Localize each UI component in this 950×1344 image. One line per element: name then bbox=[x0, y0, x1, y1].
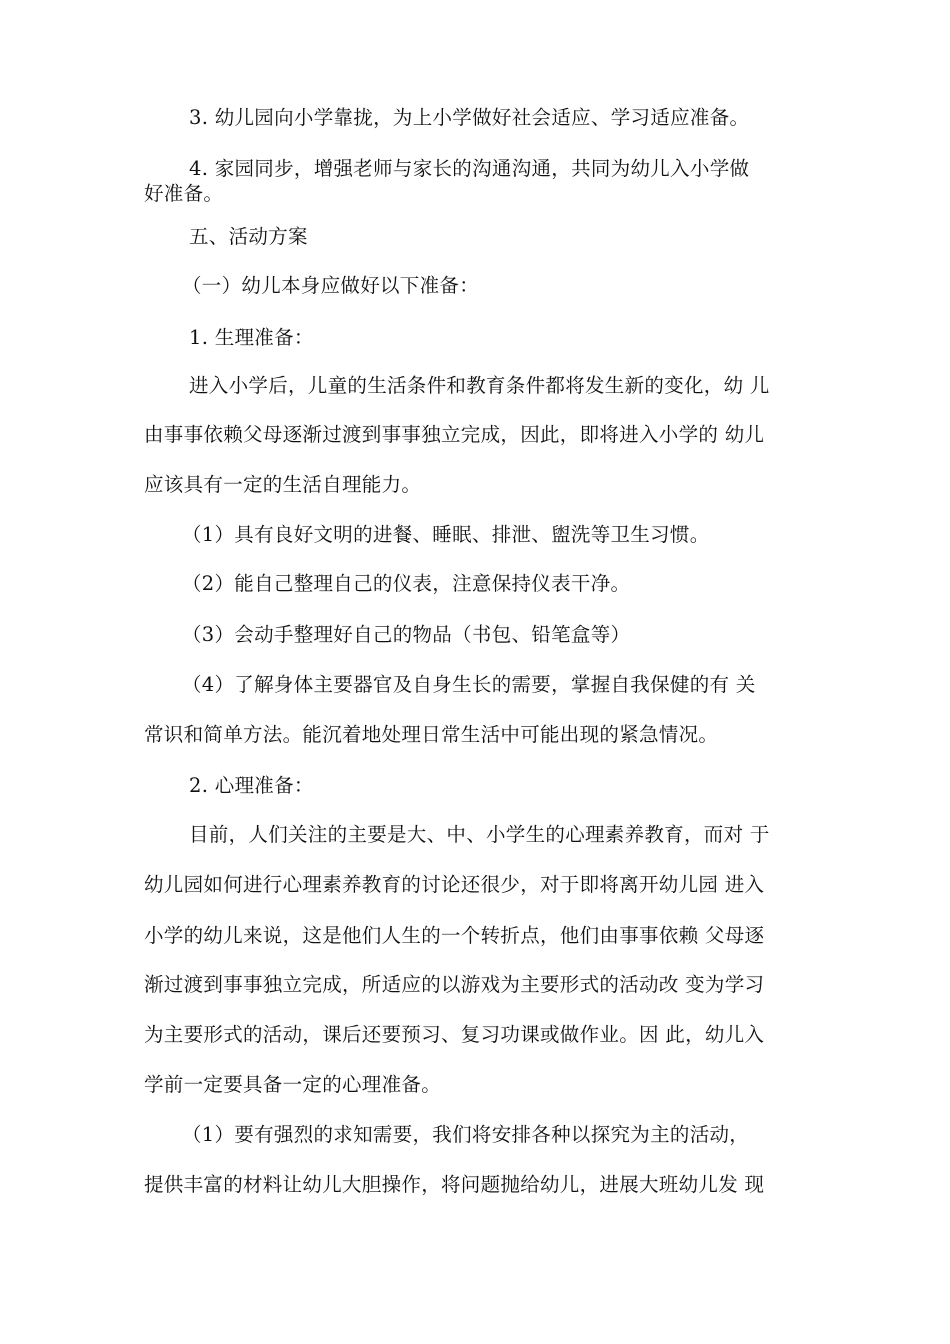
paragraph-line: 目前，人们关注的主要是大、中、小学生的心理素养教育，而对 于 bbox=[189, 823, 770, 846]
section-heading: 五、活动方案 bbox=[189, 225, 308, 248]
paragraph-line: 为主要形式的活动，课后还要预习、复习功课或做作业。因 此，幼儿入 bbox=[144, 1023, 765, 1046]
paragraph-line: 小学的幼儿来说，这是他们人生的一个转折点，他们由事事依赖 父母逐 bbox=[144, 924, 765, 947]
paragraph-line: 进入小学后，儿童的生活条件和教育条件都将发生新的变化，幼 儿 bbox=[189, 374, 770, 397]
paragraph-line: 幼儿园如何进行心理素养教育的讨论还很少，对于即将离开幼儿园 进入 bbox=[144, 873, 765, 896]
list-item: （1）要有强烈的求知需要，我们将安排各种以探究为主的活动， bbox=[182, 1123, 750, 1146]
list-item: （3）会动手整理好自己的物品（书包、铅笔盒等） bbox=[182, 623, 631, 646]
paragraph-line: 常识和简单方法。能沉着地处理日常生活中可能出现的紧急情况。 bbox=[144, 723, 719, 746]
paragraph-line: 渐过渡到事事独立完成，所适应的以游戏为主要形式的活动改 变为学习 bbox=[144, 973, 765, 996]
paragraph-line: 好准备。 bbox=[144, 182, 224, 205]
paragraph-line: 3. 幼儿园向小学靠拢，为上小学做好社会适应、学习适应准备。 bbox=[189, 106, 750, 129]
paragraph-line: 学前一定要具备一定的心理准备。 bbox=[144, 1073, 442, 1096]
paragraph-line: 提供丰富的材料让幼儿大胆操作，将问题抛给幼儿，进展大班幼儿发 现 bbox=[144, 1173, 765, 1196]
subsection-heading: （一）幼儿本身应做好以下准备： bbox=[182, 274, 480, 297]
paragraph-line: 由事事依赖父母逐渐过渡到事事独立完成，因此，即将进入小学的 幼儿 bbox=[144, 423, 765, 446]
paragraph-line: 应该具有一定的生活自理能力。 bbox=[144, 473, 422, 496]
list-item: （4）了解身体主要器官及自身生长的需要，掌握自我保健的有 关 bbox=[182, 673, 756, 696]
paragraph-line: 4. 家园同步，增强老师与家长的沟通沟通，共同为幼儿入小学做 bbox=[189, 157, 750, 180]
list-item: （1）具有良好文明的进餐、睡眠、排泄、盥洗等卫生习惯。 bbox=[182, 523, 710, 546]
list-item: （2）能自己整理自己的仪表，注意保持仪表干净。 bbox=[182, 572, 631, 595]
item-heading: 2. 心理准备： bbox=[189, 774, 314, 797]
item-heading: 1. 生理准备： bbox=[189, 326, 314, 349]
